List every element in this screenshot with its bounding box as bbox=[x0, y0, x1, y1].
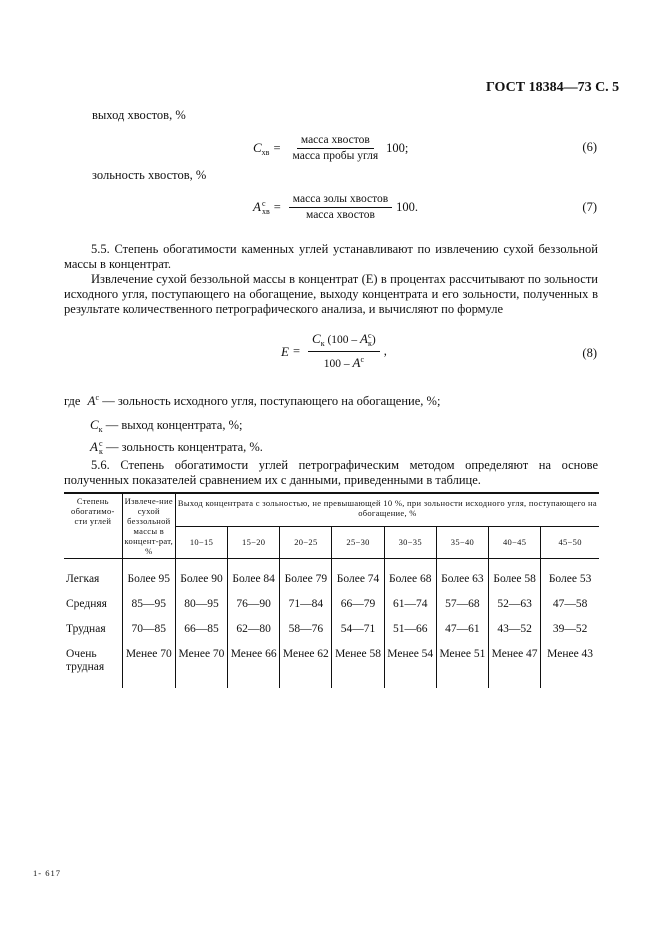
cell-value: Более 68 bbox=[384, 559, 436, 599]
where-sub-2: к bbox=[98, 425, 103, 434]
formula-7 bbox=[253, 193, 418, 222]
where-var-2: C bbox=[90, 417, 99, 432]
where-sup-1: c bbox=[95, 393, 100, 402]
cell-value: 61—74 bbox=[384, 598, 436, 623]
header-range: 15−20 bbox=[228, 526, 280, 558]
header-yield-group: Выход концентрата с зольностью, не превышающей 10 %, при зольности исходного угля, поступающего на обогащение, % bbox=[175, 493, 599, 526]
formula-8-fraction bbox=[308, 332, 380, 371]
formula-6-eq: = bbox=[273, 141, 281, 155]
formula-6-fraction bbox=[289, 134, 383, 163]
cell-extraction: Более 95 bbox=[122, 559, 175, 599]
where-text-1: — зольность исходного угля, поступающего на обогащение, %; bbox=[102, 394, 441, 408]
cell-value: 39—52 bbox=[552, 623, 588, 635]
cell-value: 66—79 bbox=[332, 598, 384, 623]
formula-6-tail: 100; bbox=[386, 141, 409, 155]
cell-value: 54—71 bbox=[332, 623, 384, 648]
formula-8-denominator: $100 - A^c$ bbox=[323, 355, 364, 370]
where-sub-3: к bbox=[98, 447, 103, 457]
header-degree: Степень обогатимо-сти углей bbox=[64, 493, 122, 559]
where-text-3: — зольность концентрата, %. bbox=[105, 440, 263, 454]
page-footer: 1- 617 bbox=[33, 868, 61, 878]
formula-7-fraction bbox=[289, 193, 392, 222]
where-var-3: A bbox=[90, 439, 98, 454]
formula-7-tail: 100. bbox=[396, 200, 419, 214]
cell-value: 57—68 bbox=[436, 598, 488, 623]
formula-8-numerator: $C_к$ (100 – A c к ) bbox=[308, 332, 380, 352]
header-range: 20−25 bbox=[280, 526, 332, 558]
header-extraction: Извлече-ние сухой беззольной массы в концент-рат, % bbox=[122, 493, 175, 559]
cell-value: Менее 43 bbox=[547, 648, 594, 660]
cell-value: Более 58 bbox=[489, 559, 541, 599]
page-header: ГОСТ 18384—73 С. 5 bbox=[486, 80, 620, 95]
equation-number-6: (6) bbox=[582, 140, 597, 154]
cell-degree: Очень трудная bbox=[64, 648, 122, 688]
formula-7-denominator: масса хвостов bbox=[306, 209, 375, 221]
cell-value: Более 90 bbox=[175, 559, 227, 599]
cell-value: Менее 54 bbox=[384, 648, 436, 688]
table-row bbox=[64, 598, 599, 623]
cell-degree: Трудная bbox=[64, 623, 122, 648]
cell-value: 76—90 bbox=[228, 598, 280, 623]
cell-value: Более 79 bbox=[280, 559, 332, 599]
cell-value: Более 84 bbox=[228, 559, 280, 599]
cell-value: 62—80 bbox=[228, 623, 280, 648]
table-row bbox=[64, 559, 599, 599]
cell-value: Менее 51 bbox=[436, 648, 488, 688]
header-range: 40−45 bbox=[489, 526, 541, 558]
header-range: 10−15 bbox=[175, 526, 227, 558]
cell-value: Менее 58 bbox=[332, 648, 384, 688]
cell-value: 43—52 bbox=[489, 623, 541, 648]
cell-value: Более 63 bbox=[436, 559, 488, 599]
formula-8-eq: = bbox=[292, 344, 301, 358]
header-range: 25−30 bbox=[332, 526, 384, 558]
cell-value: 80—95 bbox=[175, 598, 227, 623]
formula-6-denominator: масса пробы угля bbox=[292, 150, 379, 162]
cell-value: Более 53 bbox=[548, 573, 592, 585]
table-row bbox=[64, 623, 599, 648]
paragraph-5-5: 5.5. Степень обогатимости каменных углей устанавливают по извлечению сухой беззольной массы в концентрат. bbox=[64, 242, 598, 271]
cell-value: 58—76 bbox=[280, 623, 332, 648]
cell-extraction: 85—95 bbox=[122, 598, 175, 623]
where-sup-3: c bbox=[98, 439, 103, 449]
cell-extraction: 70—85 bbox=[122, 623, 175, 648]
formula-6 bbox=[253, 134, 408, 163]
formula-8 bbox=[281, 332, 387, 371]
where-var-1: A bbox=[87, 393, 96, 408]
beneficiation-table bbox=[64, 492, 599, 688]
formula-8-tail: , bbox=[383, 344, 387, 358]
cell-value: 71—84 bbox=[280, 598, 332, 623]
cell-value: Менее 62 bbox=[280, 648, 332, 688]
paragraph-5-6: 5.6. Степень обогатимости углей петрографическим методом определяют на основе полученных показателей сравнением их с данными, приведенными в таблице. bbox=[64, 458, 598, 487]
cell-value: 51—66 bbox=[384, 623, 436, 648]
where-item-2 bbox=[90, 417, 242, 434]
label-tail-yield: выход хвостов, % bbox=[92, 108, 186, 122]
where-text-2: — выход концентрата, %; bbox=[105, 418, 243, 432]
where-word: где bbox=[64, 394, 81, 408]
paragraph-extraction: Извлечение сухой беззольной массы в концентрат (E) в процентах рассчитывают по зольности исходного угля, поступающего на обогащение, выходу концентрата и его зольности, полученных в результате количественного петрографического анализа, и вычисляют по формуле bbox=[64, 272, 598, 316]
formula-6-numerator: масса хвостов bbox=[297, 134, 374, 149]
cell-value: 52—63 bbox=[489, 598, 541, 623]
equation-number-7: (7) bbox=[582, 200, 597, 214]
cell-value: Более 74 bbox=[332, 559, 384, 599]
equation-number-8: (8) bbox=[582, 346, 597, 360]
cell-value: Менее 47 bbox=[489, 648, 541, 688]
label-tail-ash: зольность хвостов, % bbox=[92, 168, 207, 182]
cell-extraction: Менее 70 bbox=[122, 648, 175, 688]
table-row bbox=[64, 648, 599, 688]
where-item-1 bbox=[64, 393, 440, 409]
header-range: 45−50 bbox=[541, 526, 599, 558]
cell-value: 47—61 bbox=[436, 623, 488, 648]
cell-value: 47—58 bbox=[552, 598, 588, 610]
cell-value: Менее 70 bbox=[175, 648, 227, 688]
formula-7-var: A c хв bbox=[253, 198, 270, 216]
header-range: 35−40 bbox=[436, 526, 488, 558]
where-item-3 bbox=[90, 439, 263, 456]
cell-value: 66—85 bbox=[175, 623, 227, 648]
header-range: 30−35 bbox=[384, 526, 436, 558]
cell-degree: Средняя bbox=[64, 598, 122, 623]
formula-6-var: $C_{хв}$ bbox=[253, 140, 270, 157]
cell-value: Менее 66 bbox=[228, 648, 280, 688]
formula-7-eq: = bbox=[273, 200, 281, 214]
cell-degree: Легкая bbox=[64, 559, 122, 599]
formula-7-numerator: масса золы хвостов bbox=[289, 193, 392, 208]
formula-8-lhs: E bbox=[281, 343, 289, 359]
